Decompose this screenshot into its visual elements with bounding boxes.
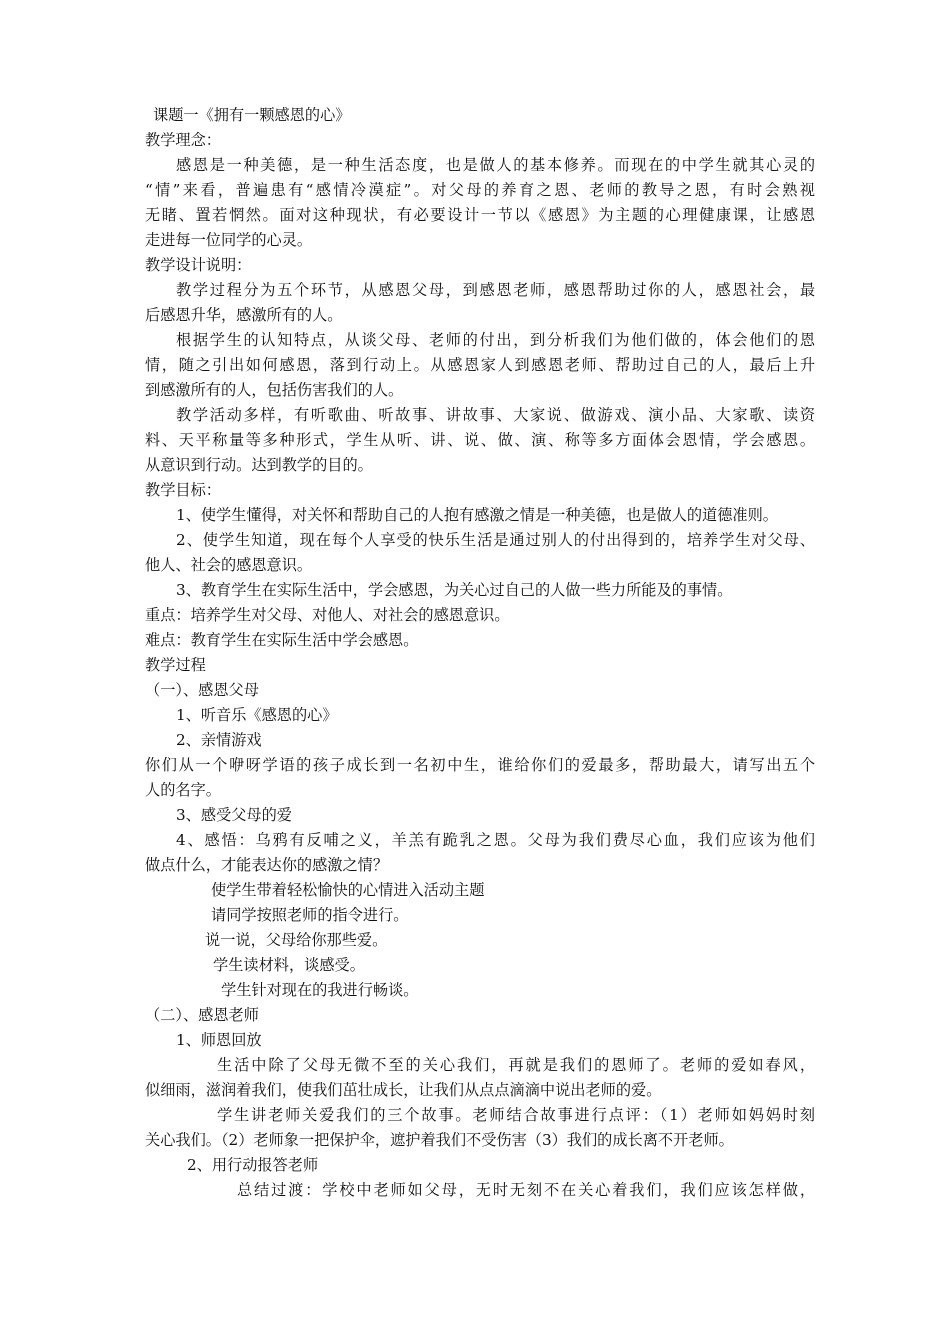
- lesson-title: 课题一《拥有一颗感恩的心》: [153, 106, 351, 124]
- paragraph-line: 学生讲老师关爱我们的三个故事。老师结合故事进行点评：（1）老师如妈妈时刻: [217, 1106, 815, 1124]
- goal-item: 3、教育学生在实际生活中，学会感恩，为关心过自己的人做一些力所能及的事情。: [176, 581, 733, 599]
- activity-line: 说一说，父母给你那些爱。: [205, 931, 388, 949]
- paragraph-line: 走进每一位同学的心灵。: [145, 231, 313, 249]
- activity-line: 学生读材料，谈感受。: [213, 956, 365, 974]
- paragraph-line: 料、天平称量等多种形式，学生从听、讲、说、做、演、称等多方面体会恩情，学会感恩。: [145, 431, 815, 449]
- paragraph-line: 关心我们。（2）老师象一把保护伞，遮护着我们不受伤害（3）我们的成长离不开老师。: [145, 1131, 734, 1149]
- paragraph-line: 根据学生的认知特点，从谈父母、老师的付出，到分析我们为他们做的，体会他们的恩: [176, 331, 815, 349]
- paragraph-line: 生活中除了父母无微不至的关心我们，再就是我们的恩师了。老师的爱如春风，: [217, 1056, 815, 1074]
- paragraph-line: 后感恩升华，感激所有的人。: [145, 306, 343, 324]
- section-heading-teaching-process: 教学过程: [145, 656, 206, 674]
- paragraph-line: 你们从一个咿呀学语的孩子成长到一名初中生，谁给你们的爱最多，帮助最大，请写出五个: [145, 756, 815, 774]
- step-item: 1、师恩回放: [176, 1031, 262, 1049]
- subsection-heading: （一）、感恩父母: [145, 681, 259, 699]
- step-item: 4、感悟：乌鸦有反哺之义，羊羔有跪乳之恩。父母为我们费尽心血，我们应该为他们: [176, 831, 815, 849]
- paragraph-line: 从意识到行动。达到教学的目的。: [145, 456, 373, 474]
- document-body: [145, 103, 815, 1203]
- key-point: 重点：培养学生对父母、对他人、对社会的感恩意识。: [145, 606, 510, 624]
- step-item: 3、感受父母的爱: [176, 806, 292, 824]
- step-item: 1、听音乐《感恩的心》: [176, 706, 338, 724]
- paragraph-line: 他人、社会的感恩意识。: [145, 556, 313, 574]
- paragraph-line: 做点什么，才能表达你的感激之情？: [145, 856, 388, 874]
- paragraph-line: 教学过程分为五个环节，从感恩父母，到感恩老师，感恩帮助过你的人，感恩社会，最: [176, 281, 815, 299]
- goal-item: 2、使学生知道，现在每个人享受的快乐生活是通过别人的付出得到的，培养学生对父母、: [176, 531, 815, 549]
- paragraph-line: 情，随之引出如何感恩，落到行动上。从感恩家人到感恩老师、帮助过自己的人，最后上升: [145, 356, 815, 374]
- paragraph-line: 总结过渡：学校中老师如父母，无时无刻不在关心着我们，我们应该怎样做，: [237, 1181, 815, 1199]
- step-item: 2、用行动报答老师: [187, 1156, 319, 1174]
- activity-line: 使学生带着轻松愉快的心情进入活动主题: [211, 881, 485, 899]
- paragraph-line: 人的名字。: [145, 781, 221, 799]
- paragraph-line: 感恩是一种美德，是一种生活态度，也是做人的基本修养。而现在的中学生就其心灵的: [176, 156, 815, 174]
- paragraph-line: 无睹、置若惘然。面对这种现状，有必要设计一节以《感恩》为主题的心理健康课，让感恩: [145, 206, 815, 224]
- subsection-heading: （二）、感恩老师: [145, 1006, 259, 1024]
- paragraph-line: 到感激所有的人，包括伤害我们的人。: [145, 381, 404, 399]
- paragraph-line: “情”来看，普遍患有“感情冷漠症”。对父母的养育之恩、老师的教导之恩，有时会熟视: [145, 181, 815, 199]
- activity-line: 请同学按照老师的指令进行。: [211, 906, 409, 924]
- section-heading-teaching-philosophy: 教学理念：: [145, 131, 221, 149]
- section-heading-design-notes: 教学设计说明：: [145, 256, 252, 274]
- section-heading-teaching-goals: 教学目标：: [145, 481, 221, 499]
- goal-item: 1、使学生懂得，对关怀和帮助自己的人抱有感激之情是一种美德，也是做人的道德准则。: [176, 506, 778, 524]
- activity-line: 学生针对现在的我进行畅谈。: [221, 981, 419, 999]
- difficult-point: 难点：教育学生在实际生活中学会感恩。: [145, 631, 419, 649]
- step-item: 2、亲情游戏: [176, 731, 262, 749]
- paragraph-line: 似细雨，滋润着我们，使我们茁壮成长，让我们从点点滴滴中说出老师的爱。: [145, 1081, 662, 1099]
- paragraph-line: 教学活动多样，有听歌曲、听故事、讲故事、大家说、做游戏、演小品、大家歌、读资: [176, 406, 815, 424]
